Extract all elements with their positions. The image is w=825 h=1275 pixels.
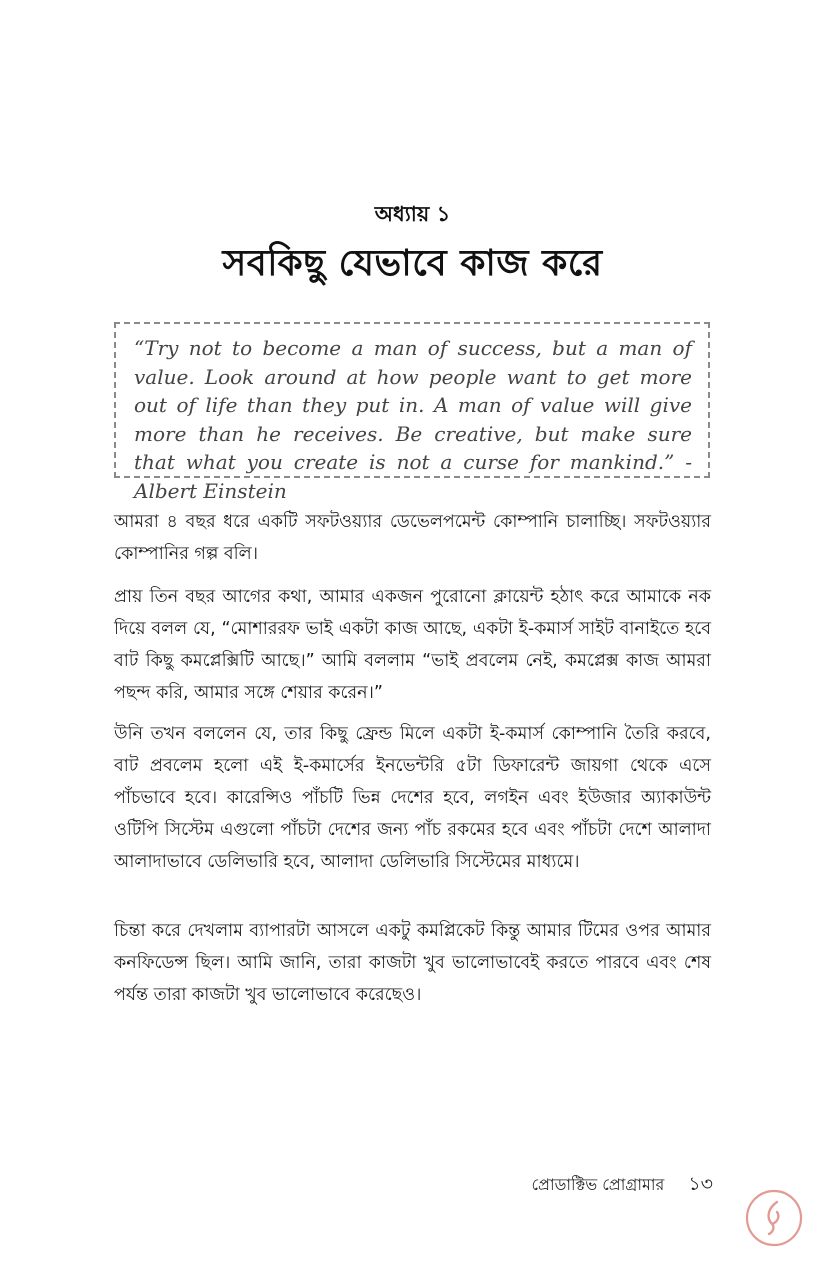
- publisher-logo-icon: [744, 1188, 804, 1248]
- logo-ring: [747, 1191, 801, 1245]
- quote-text: “Try not to become a man of success, but a man of value. Look around at how people want to get more out of life than they put in. A man of value will give more than he receives. Be creative, but make sure that what you create is not a curse for mankind.” - Albert Einstein: [134, 336, 692, 503]
- paragraph-4: চিন্তা করে দেখলাম ব্যাপারটা আসলে একটু কমপ্লিকেট কিন্তু আমার টিমের ওপর আমার কনফিডেন্স ছিল। আমি জানি, তারা কাজটা খুব ভালোভাবেই করতে পারবে এবং শেষ পর্যন্ত তারা কাজটা খুব ভালোভাবে করেছেও।: [114, 921, 711, 1005]
- chapter-label: অধ্যায় ১: [374, 202, 451, 226]
- page-number: ১৩: [688, 1173, 713, 1195]
- paragraph-3: উনি তখন বললেন যে, তার কিছু ফ্রেন্ড মিলে একটা ই-কমার্স কোম্পানি তৈরি করবে, বাট প্রবলেম হলো এই ই-কমার্সের ইনভেন্টরি ৫টা ডিফারেন্ট জায়গা থেকে এসে পাঁচভাবে হবে। কারেন্সিও পাঁচটি ভিন্ন দেশের হবে, লগইন এবং ইউজার অ্যাকাউন্ট ওটিপি সিস্টেম এগুলো পাঁচটা দেশের জন্য পাঁচ রকমের হবে এবং পাঁচটা দেশে আলাদা আলাদাভাবে ডেলিভারি হবে, আলাদা ডেলিভারি সিস্টেমের মাধ্যমে।: [114, 724, 711, 872]
- running-book-title: প্রোডাক্টিভ প্রোগ্রামার: [531, 1175, 665, 1194]
- quote-box: [114, 322, 710, 503]
- paragraph-1: আমরা ৪ বছর ধরে একটি সফটওয়্যার ডেভেলপমেন্ট কোম্পানি চালাচ্ছি। সফটওয়্যার কোম্পানির গল্প বলি।: [114, 512, 711, 564]
- chapter-title: সবকিছু যেভাবে কাজ করে: [222, 243, 603, 284]
- paragraph-2: প্রায় তিন বছর আগের কথা, আমার একজন পুরোনো ক্লায়েন্ট হঠাৎ করে আমাকে নক দিয়ে বলল যে, “মোশাররফ ভাই একটা কাজ আছে, একটা ই-কমার্স সাইট বানাইতে হবে বাট কিছু কমপ্লেক্সিটি আছে।” আমি বললাম “ভাই প্রবলেম নেই, কমপ্লেক্স কাজ আমরা পছন্দ করি, আমার সঙ্গে শেয়ার করেন।”: [114, 587, 711, 703]
- logo-quill-mark: [769, 1202, 779, 1234]
- page-footer: [532, 1170, 713, 1202]
